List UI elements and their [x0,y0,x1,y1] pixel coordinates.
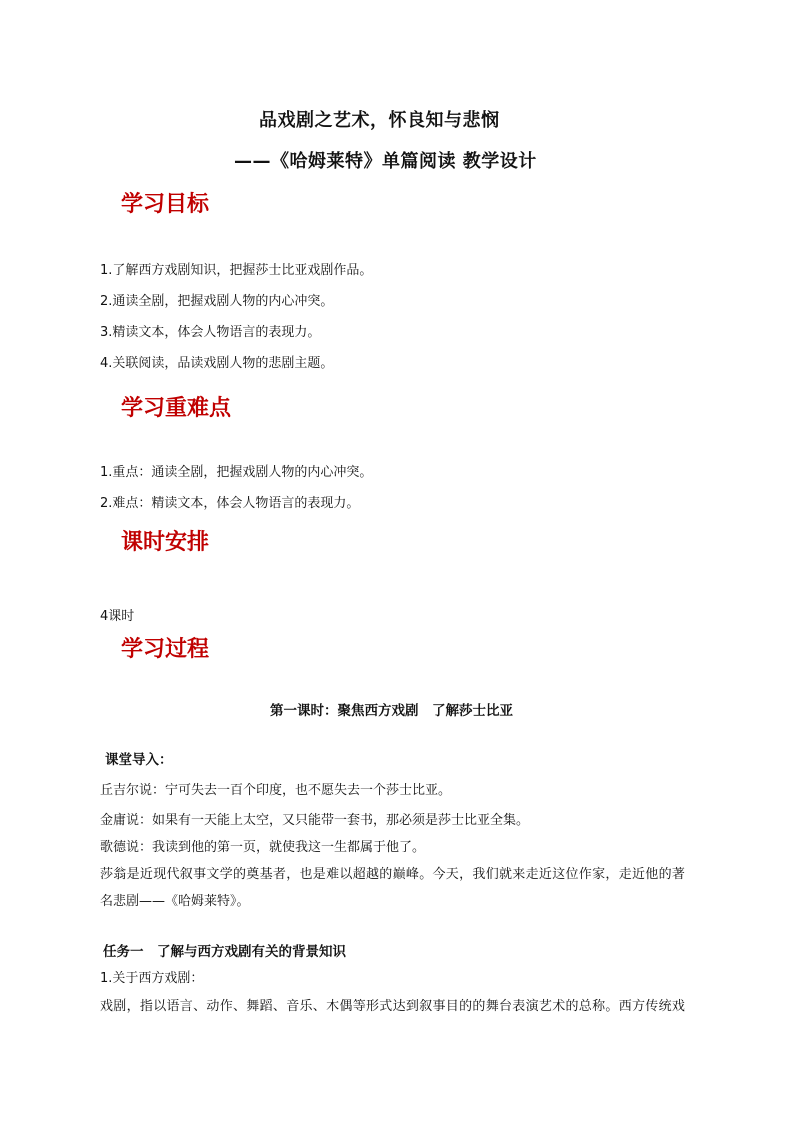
key-point-item-2: 2.难点：精读文本，体会人物语言的表现力。 [100,496,360,511]
intro-label: 课堂导入： [105,752,173,768]
key-point-item-1: 1.重点：通读全剧，把握戏剧人物的内心冲突。 [100,465,373,480]
objective-item-3: 3.精读文本，体会人物语言的表现力。 [100,325,321,340]
lesson-title: 第一课时：聚焦西方戏剧 了解莎士比亚 [270,703,513,719]
objective-item-4: 4.关联阅读，品读戏剧人物的悲剧主题。 [100,356,334,371]
task1-title: 任务一 了解与西方戏剧有关的背景知识 [103,944,346,960]
intro-paragraph-line-1: 莎翁是近现代叙事文学的奠基者，也是难以超越的巅峰。今天，我们就来走近这位作家，走近他的著 [100,867,686,882]
schedule-text: 4课时 [100,609,135,624]
objective-item-1: 1.了解西方戏剧知识，把握莎士比亚戏剧作品。 [100,263,373,278]
intro-paragraph-line-2: 名悲剧——《哈姆莱特》。 [100,894,250,909]
quote-goethe: 歌德说：我读到他的第一页，就使我这一生都属于他了。 [100,840,426,855]
heading-objectives: 学习目标 [121,191,210,217]
heading-key-points: 学习重难点 [121,395,232,421]
quote-jinyong: 金庸说：如果有一天能上太空，又只能带一套书，那必须是莎士比亚全集。 [100,813,530,828]
task1-subheading: 1.关于西方戏剧： [100,971,204,986]
objective-item-2: 2.通读全剧，把握戏剧人物的内心冲突。 [100,294,334,309]
task1-text: 戏剧，指以语言、动作、舞蹈、音乐、木偶等形式达到叙事目的的舞台表演艺术的总称。西方传统戏 [100,999,686,1014]
heading-schedule: 课时安排 [121,529,210,555]
quote-churchill: 丘吉尔说：宁可失去一百个印度，也不愿失去一个莎士比亚。 [100,783,452,798]
document-title: 品戏剧之艺术，怀良知与悲悯 [259,110,500,131]
heading-process: 学习过程 [121,636,210,662]
document-subtitle: ——《哈姆莱特》单篇阅读 教学设计 [234,151,537,172]
